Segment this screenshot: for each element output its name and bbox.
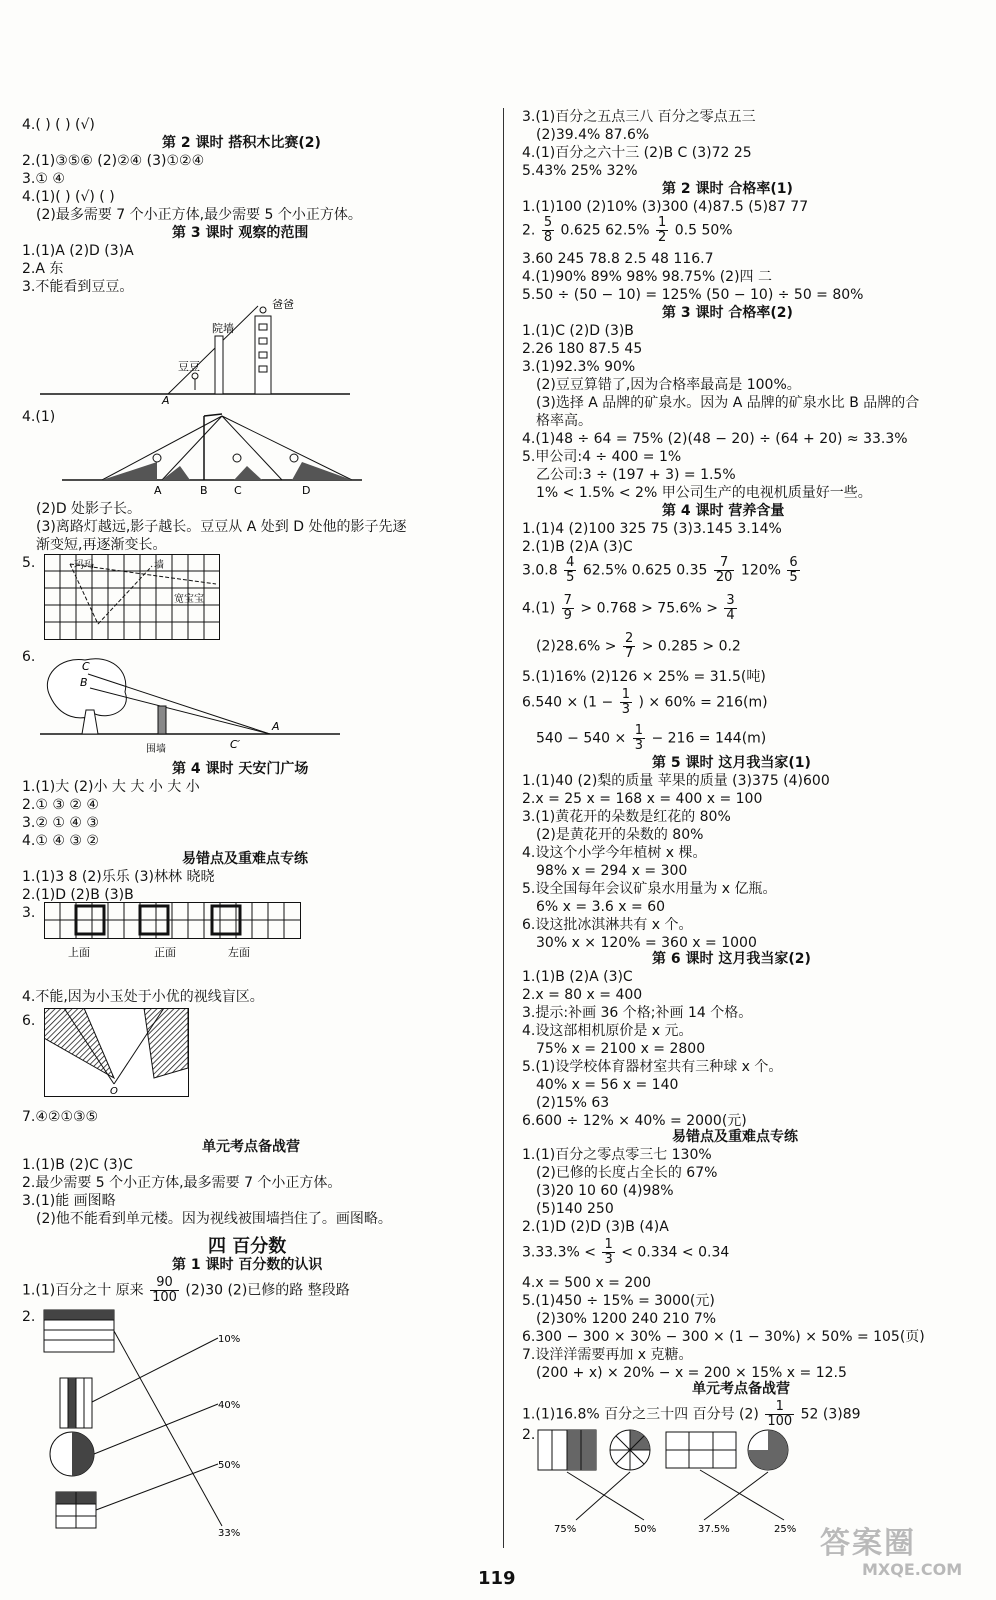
answer-line: (2)39.4% 87.6%: [536, 127, 650, 143]
figure-lamp-shadows: [62, 406, 362, 498]
answer-line: 1.(1)B (2)C (3)C: [22, 1157, 133, 1173]
figure-percent-shapes: [534, 1426, 834, 1534]
section-heading: 第 5 课时 这月我当家(1): [652, 755, 811, 771]
figure-tree-wall: [40, 656, 350, 756]
answer-text: 1.(1)百分之十 原来: [22, 1282, 144, 1299]
answer-line: [522, 688, 768, 717]
answer-line: 6.600 ÷ 12% × 40% = 2000(元): [522, 1113, 747, 1129]
answer-line: 4.设这个小学今年植树 x 棵。: [522, 845, 707, 861]
answer-line: 5.设全国每年会议矿泉水用量为 x 亿瓶。: [522, 881, 777, 897]
answer-line: 3.提示:补画 36 个格;补画 14 个格。: [522, 1005, 753, 1021]
answer-line: 6.设这批冰淇淋共有 x 个。: [522, 917, 693, 933]
label-mama: 玛玛: [74, 560, 94, 571]
answer-line: 2.① ③ ② ④: [22, 797, 99, 813]
answer-line: 5.50 ÷ (50 − 10) = 125% (50 − 10) ÷ 50 = 80%: [522, 287, 864, 303]
label-25pct: 25%: [774, 1524, 797, 1534]
label-o: O: [110, 1086, 118, 1097]
answer-line: 4.( ) ( ) (√): [22, 117, 95, 133]
answer-line: (2)他不能看到单元楼。因为视线被围墙挡住了。画图略。: [36, 1211, 392, 1227]
section-heading: 单元考点备战营: [202, 1139, 300, 1155]
section-heading: 第 2 课时 搭积木比赛(2): [162, 135, 321, 151]
watermark-url: MXQE.COM: [862, 1560, 963, 1579]
answer-line: 1.(1)大 (2)小 大 大 小 大 小: [22, 779, 200, 795]
answer-line: 1.(1)百分之零点零三七 130%: [522, 1147, 712, 1163]
answer-line: 40% x = 56 x = 140: [536, 1077, 679, 1093]
answer-text: 1.(1)16.8% 百分之三十四 百分号 (2): [522, 1406, 759, 1423]
answer-line: 3.(1)92.3% 90%: [522, 359, 636, 375]
answer-line: (2)30% 1200 240 210 7%: [536, 1311, 717, 1327]
section-heading: 第 4 课时 营养含量: [662, 503, 785, 519]
answer-line: 1.(1)A (2)D (3)A: [22, 243, 134, 259]
answer-text: 3.0.8: [522, 562, 558, 579]
answer-text: (2)30 (2)已修的路 整段路: [185, 1282, 350, 1299]
answer-line: 1.(1)B (2)A (3)C: [522, 969, 633, 985]
label-75pct: 75%: [554, 1524, 577, 1534]
fraction: $\frac{1}{3}$: [634, 723, 643, 753]
answer-line: (2)是黄花开的朵数的 80%: [536, 827, 704, 843]
answer-line: 3.: [22, 905, 36, 921]
section-heading: 易错点及重难点专练: [672, 1129, 798, 1145]
answer-line: (200 + x) × 20% − x = 200 × 15% x = 12.5: [536, 1365, 847, 1381]
answer-line: 3.(1)能 画图略: [22, 1193, 116, 1209]
answer-line: 4.(1)( ) (√) ( ): [22, 189, 115, 205]
section-heading: 第 3 课时 观察的范围: [172, 225, 309, 241]
unit-heading: 四 百分数: [208, 1236, 287, 1257]
answer-text: 2.: [522, 222, 536, 239]
answer-line: 3.(1)百分之五点三八 百分之零点五三: [522, 109, 756, 125]
watermark-logo: 答案圈: [820, 1526, 916, 1561]
answer-text: < 0.334 < 0.34: [621, 1244, 730, 1261]
answer-text: 52 (3)89: [800, 1406, 861, 1423]
answer-line: 2.(1)D (2)B (3)B: [22, 887, 134, 903]
answer-line: 渐变短,再逐渐变长。: [36, 537, 167, 553]
answer-line: (2)15% 63: [536, 1095, 610, 1111]
answer-line: 4.x = 500 x = 200: [522, 1275, 652, 1291]
answer-text: > 0.285 > 0.2: [641, 638, 741, 655]
answer-line: 6.300 − 300 × 30% − 300 × (1 − 30%) × 50% = 105(页): [522, 1329, 925, 1345]
label-a: A: [272, 720, 280, 733]
answer-line: 30% x × 120% = 360 x = 1000: [536, 935, 757, 951]
answer-line: (2)D 处影子长。: [36, 501, 142, 517]
answer-line: [522, 556, 802, 585]
answer-line: 5.43% 25% 32%: [522, 163, 638, 179]
answer-text: 0.625 62.5%: [560, 222, 650, 239]
answer-line: [522, 216, 733, 245]
label-33pct: 33%: [218, 1528, 241, 1538]
figure-blind-zone: [44, 1008, 190, 1098]
answer-line: 1.(1)40 (2)梨的质量 苹果的质量 (3)375 (4)600: [522, 773, 830, 789]
label-a: A: [162, 394, 170, 404]
fraction: $\frac{1}{100}$: [767, 1399, 793, 1429]
label-front-view: 正面: [154, 946, 176, 959]
answer-line: [522, 724, 766, 753]
label-left-view: 左面: [228, 946, 250, 959]
label-dad: 爸爸: [272, 298, 294, 311]
figure-grid-sightline: [44, 554, 220, 640]
answer-line: 2.(1)D (2)D (3)B (4)A: [522, 1219, 669, 1235]
answer-text: 540 − 540 ×: [536, 730, 627, 747]
answer-line: 1% < 1.5% < 2% 甲公司生产的电视机质量好一些。: [536, 485, 872, 501]
answer-text: ) × 60% = 216(m): [638, 694, 768, 711]
answer-line: (3)20 10 60 (4)98%: [536, 1183, 674, 1199]
answer-line: 2.(1)B (2)A (3)C: [522, 539, 633, 555]
answer-line: 3.60 245 78.8 2.5 48 116.7: [522, 251, 714, 267]
label-baby: 宽宝宝: [174, 594, 204, 605]
fraction: $\frac{1}{2}$: [658, 215, 667, 245]
label-b: B: [200, 484, 208, 497]
answer-line: (3)选择 A 品牌的矿泉水。因为 A 品牌的矿泉水比 B 品牌的合: [536, 395, 920, 411]
answer-line: 75% x = 2100 x = 2800: [536, 1041, 706, 1057]
answer-line: 5.(1)450 ÷ 15% = 3000(元): [522, 1293, 715, 1309]
answer-line: 2.: [522, 1427, 536, 1443]
answer-line: 4.(1)48 ÷ 64 = 75% (2)(48 − 20) ÷ (64 + 20) ≈ 33.3%: [522, 431, 908, 447]
answer-line: 7.设洋洋需要再加 x 克糖。: [522, 1347, 693, 1363]
answer-line: 2.: [22, 1309, 36, 1325]
fraction: $\frac{3}{4}$: [726, 593, 735, 623]
fraction: $\frac{5}{8}$: [543, 215, 553, 245]
answer-line: [522, 1238, 729, 1267]
fraction: $\frac{90}{100}$: [152, 1275, 177, 1305]
answer-text: 4.(1): [522, 600, 556, 617]
section-heading: 第 1 课时 百分数的认识: [172, 1257, 323, 1273]
answer-line: (2)豆豆算错了,因为合格率最高是 100%。: [536, 377, 801, 393]
label-c: C: [82, 660, 90, 673]
answer-line: 乙公司:3 ÷ (197 + 3) = 1.5%: [536, 467, 736, 483]
fraction: $\frac{1}{3}$: [604, 1237, 613, 1267]
answer-line: 格率高。: [536, 413, 592, 429]
figure-three-views: [44, 902, 304, 962]
answer-line: [522, 632, 741, 661]
label-d: D: [302, 484, 311, 497]
label-wall: 围墙: [146, 744, 166, 755]
page-number: 119: [478, 1568, 516, 1589]
answer-line: 3.(1)黄花开的朵数是红花的 80%: [522, 809, 731, 825]
fraction: $\frac{4}{5}$: [566, 555, 575, 585]
label-a: A: [154, 484, 162, 497]
answer-line: 98% x = 294 x = 300: [536, 863, 688, 879]
answer-line: 4.设这部相机原价是 x 元。: [522, 1023, 693, 1039]
answer-line: [522, 594, 739, 623]
answer-line: 4.① ④ ③ ②: [22, 833, 99, 849]
answer-line: 1.(1)3 8 (2)乐乐 (3)林林 晓晓: [22, 869, 215, 885]
answer-line: [522, 1400, 861, 1429]
section-heading: 第 4 课时 天安门广场: [172, 761, 309, 777]
fraction: $\frac{6}{5}$: [789, 555, 798, 585]
label-doudou: 豆豆: [178, 360, 200, 373]
answer-line: 2.26 180 87.5 45: [522, 341, 643, 357]
section-heading: 第 6 课时 这月我当家(2): [652, 951, 811, 967]
answer-text: > 0.768 > 75.6% >: [580, 600, 718, 617]
answer-text: (2)28.6% >: [536, 638, 617, 655]
label-50pct: 50%: [218, 1460, 241, 1471]
answer-line: 7.④②①③⑤: [22, 1109, 99, 1125]
label-c-prime: C′: [230, 738, 241, 751]
answer-line: 6% x = 3.6 x = 60: [536, 899, 666, 915]
label-top-view: 上面: [68, 946, 90, 959]
answer-line: 2.最少需要 5 个小正方体,最多需要 7 个小正方体。: [22, 1175, 342, 1191]
answer-line: (2)已修的长度占全长的 67%: [536, 1165, 718, 1181]
section-heading: 单元考点备战营: [692, 1381, 790, 1397]
label-50pct: 50%: [634, 1524, 657, 1534]
answer-line: 3.不能看到豆豆。: [22, 279, 134, 295]
label-c: C: [234, 484, 242, 497]
answer-line: 3.② ① ④ ③: [22, 815, 99, 831]
fraction: $\frac{2}{7}$: [624, 631, 634, 661]
figure-percent-matching: [42, 1306, 252, 1538]
label-37-5pct: 37.5%: [698, 1524, 730, 1534]
answer-line: (2)最多需要 7 个小正方体,最少需要 5 个小正方体。: [36, 207, 362, 223]
answer-text: 0.5 50%: [674, 222, 733, 239]
answer-line: 4.不能,因为小玉处于小优的视线盲区。: [22, 989, 264, 1005]
answer-line: 4.(1)百分之六十三 (2)B C (3)72 25: [522, 145, 752, 161]
answer-line: 5.(1)16% (2)126 × 25% = 31.5(吨): [522, 669, 766, 685]
label-wall: 墙: [154, 560, 164, 571]
answer-text: − 216 = 144(m): [651, 730, 767, 747]
answer-line: 4.(1): [22, 409, 56, 425]
section-heading: 易错点及重难点专练: [182, 851, 308, 867]
label-10pct: 10%: [218, 1334, 241, 1345]
section-heading: 第 3 课时 合格率(2): [662, 305, 793, 321]
answer-line: 5.(1)设学校体育器材室共有三种球 x 个。: [522, 1059, 783, 1075]
label-b: B: [80, 676, 88, 689]
answer-line: 6.: [22, 1013, 36, 1029]
answer-line: 6.: [22, 649, 36, 665]
answer-line: 2.A 东: [22, 261, 64, 277]
answer-line: 2.x = 25 x = 168 x = 400 x = 100: [522, 791, 763, 807]
fraction: $\frac{7}{9}$: [563, 593, 572, 623]
fraction: $\frac{7}{20}$: [715, 555, 733, 585]
answer-text: 120%: [740, 562, 781, 579]
answer-line: 3.① ④: [22, 171, 65, 187]
answer-text: 6.540 × (1 −: [522, 694, 614, 711]
answer-line: (5)140 250: [536, 1201, 614, 1217]
answer-line: 5.: [22, 555, 36, 571]
column-divider: [503, 108, 504, 1548]
section-heading: 第 2 课时 合格率(1): [662, 181, 793, 197]
fraction: $\frac{1}{3}$: [621, 687, 630, 717]
answer-line: 4.(1)90% 89% 98% 98.75% (2)四 二: [522, 269, 773, 285]
answer-text: 62.5% 0.625 0.35: [582, 562, 708, 579]
answer-text: 3.33.3% <: [522, 1244, 597, 1261]
answer-line: (3)离路灯越远,影子越长。豆豆从 A 处到 D 处他的影子先逐: [36, 519, 407, 535]
label-wall: 院墙: [212, 322, 234, 335]
label-40pct: 40%: [218, 1400, 241, 1411]
figure-sight-over-wall: [40, 294, 350, 404]
answer-line: 1.(1)C (2)D (3)B: [522, 323, 634, 339]
answer-line: 2.(1)③⑤⑥ (2)②④ (3)①②④: [22, 153, 205, 169]
answer-line: 1.(1)100 (2)10% (3)300 (4)87.5 (5)87 77: [522, 199, 809, 215]
answer-line: [22, 1276, 350, 1305]
answer-line: 5.甲公司:4 ÷ 400 = 1%: [522, 449, 682, 465]
answer-line: 1.(1)4 (2)100 325 75 (3)3.145 3.14%: [522, 521, 782, 537]
answer-line: 2.x = 80 x = 400: [522, 987, 643, 1003]
